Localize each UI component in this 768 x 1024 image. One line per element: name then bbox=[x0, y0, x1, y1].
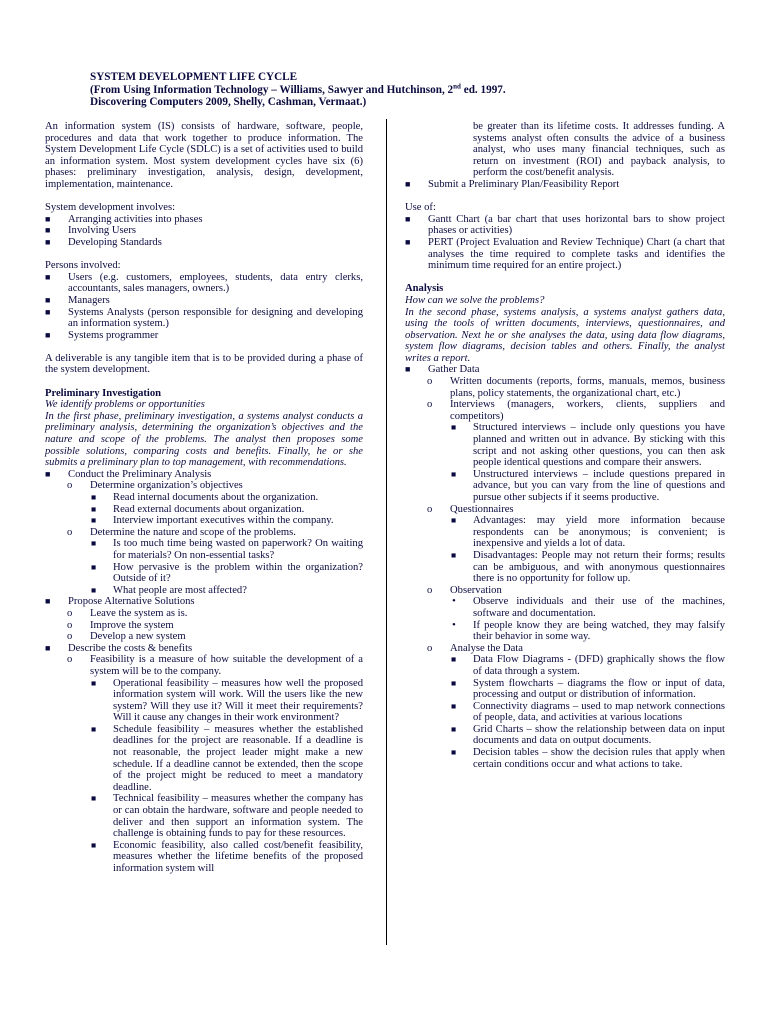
square-bullet-icon: ■ bbox=[91, 503, 97, 514]
square-bullet-icon: ■ bbox=[451, 468, 457, 479]
involves-list bbox=[45, 214, 363, 249]
persons-list bbox=[45, 272, 363, 342]
list-item: ■ Conduct the Preliminary Analysis bbox=[45, 468, 212, 480]
list-item: ■ Read external documents about organization. bbox=[91, 503, 305, 515]
list-item: o Develop a new system bbox=[67, 631, 186, 643]
square-bullet-icon: ■ bbox=[45, 271, 51, 282]
list-item: ■ Arranging activities into phases bbox=[45, 213, 203, 225]
preliminary-tagline: We identify problems or opportunities bbox=[45, 399, 205, 411]
persons-label: Persons involved: bbox=[45, 260, 121, 272]
left-column bbox=[45, 121, 363, 875]
list-item: o Feasibility is a measure of how suitable the development of a system will be to the company. bbox=[67, 654, 363, 677]
square-bullet-icon: ■ bbox=[451, 515, 457, 526]
list-item: ■ Technical feasibility – measures whether the company has or can obtain the hardware, software and people needed to deliver and then support an information system. The challenge is obtaining funds to pay for these resources. bbox=[91, 793, 363, 840]
list-item: ■ Systems programmer bbox=[45, 329, 159, 341]
dot-bullet-icon: • bbox=[452, 595, 456, 608]
list-item: ■ Developing Standards bbox=[45, 236, 162, 248]
square-bullet-icon: ■ bbox=[91, 561, 97, 572]
square-bullet-icon: ■ bbox=[451, 677, 457, 688]
square-bullet-icon: ■ bbox=[91, 723, 97, 734]
list-item: ■ Involving Users bbox=[45, 225, 136, 237]
document-title: SYSTEM DEVELOPMENT LIFE CYCLE bbox=[90, 71, 298, 83]
square-bullet-icon: ■ bbox=[91, 492, 97, 502]
preliminary-description: In the first phase, preliminary investigation, a systems analyst conducts a preliminary analysis, determining the organization’s objectives and the nature and scope of the problems. The analyst then proposes some possible solutions, comparing costs and benefits. Finally, he or she submits a preliminary plan to top management, with recommendations. bbox=[45, 410, 363, 469]
square-bullet-icon: ■ bbox=[405, 364, 411, 375]
square-bullet-icon: ■ bbox=[451, 422, 457, 433]
analysis-tagline: How can we solve the problems? bbox=[405, 294, 545, 306]
deliverable-paragraph: A deliverable is any tangible item that is to be provided during a phase of the system development. bbox=[45, 352, 363, 376]
involves-label: System development involves: bbox=[45, 202, 176, 214]
preliminary-steps bbox=[45, 469, 363, 875]
square-bullet-icon: ■ bbox=[45, 468, 51, 479]
analysis-heading: Analysis bbox=[405, 283, 444, 295]
list-item: ■ Structured interviews – include only questions you have planned and written out in advance. By sticking with this script and not asking other questions, you can then ask people identical questions and compare their answers. bbox=[451, 422, 725, 469]
list-item: ■ Propose Alternative Solutions bbox=[45, 596, 195, 608]
list-item: o Leave the system as is. bbox=[67, 607, 188, 619]
square-bullet-icon: ■ bbox=[91, 538, 97, 549]
list-item: o Determine the nature and scope of the problems. bbox=[67, 526, 296, 538]
use-of-list bbox=[405, 214, 725, 272]
square-bullet-icon: ■ bbox=[451, 700, 457, 711]
list-item: o Improve the system bbox=[67, 619, 174, 631]
circle-bullet-icon: o bbox=[427, 642, 433, 654]
square-bullet-icon: ■ bbox=[91, 677, 97, 688]
list-item: ■ Economic feasibility, also called cost/benefit feasibility, measures whether the lifetime benefits of the proposed information system will bbox=[91, 839, 363, 874]
analysis-steps bbox=[405, 364, 725, 770]
use-of-label: Use of: bbox=[405, 202, 436, 214]
list-item: • Observe individuals and their use of the machines, software and documentation. bbox=[452, 595, 725, 619]
circle-bullet-icon: o bbox=[67, 654, 73, 666]
square-bullet-icon: ■ bbox=[451, 654, 457, 665]
intro-paragraph: An information system (IS) consists of hardware, software, people, procedures and data that work together to produce information. The System Development Life Cycle (SDLC) is a set of activities used to build an information system. Most system development cycles have six (6) phases: preliminary investigation, analysis, design, development, implementation, maintenance. bbox=[45, 121, 363, 190]
list-item: ■ Disadvantages: People may not return their forms; results can be ambiguous, and with anonymous questionnaires there is no opportunity for follow up. bbox=[451, 549, 725, 585]
preliminary-investigation-heading: Preliminary Investigation bbox=[45, 387, 162, 399]
list-item: ■ Users (e.g. customers, employees, students, data entry clerks, accountants, sales managers, owners.) bbox=[45, 271, 363, 295]
list-item: o Analyse the Data bbox=[427, 642, 523, 654]
circle-bullet-icon: o bbox=[67, 480, 73, 492]
column-divider bbox=[386, 119, 387, 945]
list-item: o Questionnaires bbox=[427, 503, 514, 515]
list-item: ■ How pervasive is the problem within the organization? Outside of it? bbox=[91, 561, 363, 585]
square-bullet-icon: ■ bbox=[91, 793, 97, 804]
economic-feasibility-continued: be greater than its lifetime costs. It addresses funding. A systems analyst often consults the advice of a business analyst, who uses many financial techniques, such as return on investment (ROI) and payback analysis, to perform the cost/benefit analysis. bbox=[473, 121, 725, 179]
list-item: ■ What people are most affected? bbox=[91, 584, 247, 596]
source-line-1 bbox=[90, 81, 710, 97]
list-item: ■ Describe the costs & benefits bbox=[45, 642, 193, 654]
circle-bullet-icon: o bbox=[67, 607, 73, 619]
list-item: ■ Connectivity diagrams – used to map network connections of people, data, and activities at various locations bbox=[451, 700, 725, 724]
list-item: ■ Decision tables – show the decision rules that apply when certain conditions occur and what actions to take. bbox=[451, 747, 725, 770]
square-bullet-icon: ■ bbox=[451, 549, 457, 560]
list-item: ■ Submit a Preliminary Plan/Feasibility Report bbox=[405, 178, 620, 190]
square-bullet-icon: ■ bbox=[405, 178, 411, 189]
square-bullet-icon: ■ bbox=[91, 839, 97, 850]
circle-bullet-icon: o bbox=[427, 399, 433, 411]
list-item: ■ Schedule feasibility – measures whether the established deadlines for the project are reasonable. If a deadline is not reasonable, the project leader might make a new schedule. If a deadline cannot be extended, then the scope of the project might be reduced to meet a mandatory deadline. bbox=[91, 723, 363, 793]
analysis-description: In the second phase, systems analysis, a systems analyst gathers data, using the tools of written documents, interviews, questionnaires, and observation. Next he or she analyses the data, using data flow diagrams, system flow diagrams, decision tables and others. Finally, the analyst writes a report. bbox=[405, 306, 725, 364]
right-column bbox=[405, 121, 725, 770]
list-item: o Determine organization’s objectives bbox=[67, 480, 243, 492]
square-bullet-icon: ■ bbox=[45, 329, 51, 340]
list-item: ■ PERT (Project Evaluation and Review Technique) Chart (a chart that analyses the time required to complete tasks and identifies the minimum time required for an entire project.) bbox=[405, 236, 725, 272]
list-item: ■ Data Flow Diagrams - (DFD) graphically shows the flow of data through a system. bbox=[451, 654, 725, 677]
square-bullet-icon: ■ bbox=[45, 225, 51, 236]
list-item: ■ Advantages: may yield more information because respondents can be anonymous; is convenient; is inexpensive and yields a lot of data. bbox=[451, 515, 725, 550]
circle-bullet-icon: o bbox=[67, 526, 73, 538]
list-item: o Interviews (managers, workers, clients, suppliers and competitors) bbox=[427, 399, 725, 422]
source-line-1-end: ed. 1997. bbox=[460, 83, 506, 96]
list-item: ■ System flowcharts – diagrams the flow or input of data, processing and output or distribution of information. bbox=[451, 677, 725, 701]
document-header bbox=[90, 71, 710, 109]
square-bullet-icon: ■ bbox=[91, 515, 97, 526]
dot-bullet-icon: • bbox=[452, 618, 456, 631]
square-bullet-icon: ■ bbox=[45, 294, 51, 305]
circle-bullet-icon: o bbox=[67, 631, 73, 643]
list-item: ■ Interview important executives within the company. bbox=[91, 515, 334, 527]
circle-bullet-icon: o bbox=[427, 584, 433, 596]
submit-list bbox=[405, 179, 725, 191]
square-bullet-icon: ■ bbox=[45, 236, 51, 247]
list-item: ■ Grid Charts – show the relationship between data on input documents and data on output documents. bbox=[451, 723, 725, 747]
circle-bullet-icon: o bbox=[427, 503, 433, 515]
square-bullet-icon: ■ bbox=[451, 747, 457, 758]
circle-bullet-icon: o bbox=[67, 619, 73, 631]
list-item: o Observation bbox=[427, 584, 502, 596]
list-item: ■ Gather Data bbox=[405, 364, 480, 376]
source-line-2: Discovering Computers 2009, Shelly, Cashman, Vermaat.) bbox=[90, 96, 367, 109]
list-item: ■ Unstructured interviews – include questions prepared in advance, but you can vary from the line of questions and pursue other subjects if it seems productive. bbox=[451, 468, 725, 503]
square-bullet-icon: ■ bbox=[405, 213, 411, 224]
square-bullet-icon: ■ bbox=[451, 723, 457, 734]
list-item: o Written documents (reports, forms, manuals, memos, business plans, policy statements, the organizational chart, etc.) bbox=[427, 376, 725, 399]
square-bullet-icon: ■ bbox=[45, 306, 51, 317]
square-bullet-icon: ■ bbox=[91, 584, 97, 595]
list-item: ■ Managers bbox=[45, 294, 110, 306]
list-item: ■ Read internal documents about the organization. bbox=[91, 492, 319, 503]
source-line-1-text: (From Using Information Technology – Williams, Sawyer and Hutchinson, 2 bbox=[90, 83, 454, 96]
square-bullet-icon: ■ bbox=[45, 642, 51, 653]
list-item: ■ Operational feasibility – measures how well the proposed information system will work. Will the users like the new system? Will they use it? Will it meet their requirements? Will it cause any changes in their work environment? bbox=[91, 677, 363, 724]
circle-bullet-icon: o bbox=[427, 376, 433, 388]
square-bullet-icon: ■ bbox=[45, 213, 51, 224]
list-item: ■ Gantt Chart (a bar chart that uses horizontal bars to show project phases or activities) bbox=[405, 213, 725, 237]
list-item: • If people know they are being watched, they may falsify their behavior in some way. bbox=[452, 618, 725, 643]
square-bullet-icon: ■ bbox=[45, 596, 51, 607]
list-item: ■ Systems Analysts (person responsible for designing and developing an information system.) bbox=[45, 306, 363, 330]
list-item: ■ Is too much time being wasted on paperwork? On waiting for materials? On non-essential tasks? bbox=[91, 538, 363, 561]
square-bullet-icon: ■ bbox=[405, 236, 411, 247]
edition-superscript: nd bbox=[453, 81, 461, 90]
